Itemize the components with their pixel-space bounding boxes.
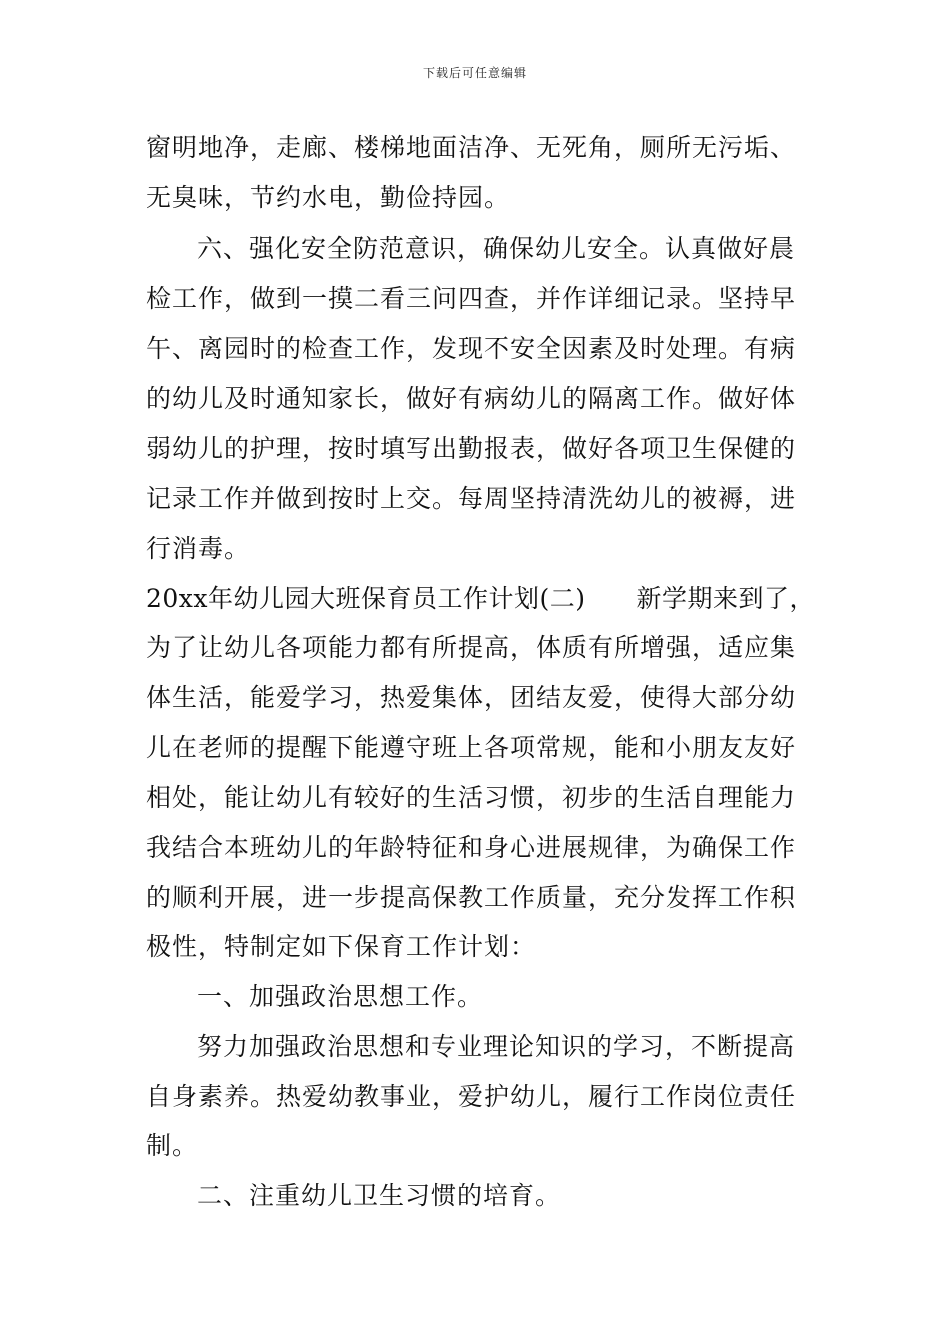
- text-line: 六、强化安全防范意识，确保幼儿安全。认真做好晨: [197, 234, 796, 263]
- text-line: 行消毒。: [146, 534, 251, 563]
- page-header: 下载后可任意编辑: [422, 66, 527, 80]
- text-line: 20xx年幼儿园大班保育员工作计划(二) 新学期来到了，: [146, 584, 816, 613]
- text-line: 努力加强政治思想和专业理论知识的学习，不断提高: [197, 1032, 796, 1061]
- text-line: 无臭味，节约水电，勤俭持园。: [146, 183, 511, 212]
- text-line: 体生活，能爱学习，热爱集体，团结友爱，使得大部分幼: [146, 683, 797, 712]
- text-line: 极性，特制定如下保育工作计划：: [146, 932, 537, 961]
- text-line: 我结合本班幼儿的年龄特征和身心进展规律，为确保工作: [146, 833, 797, 862]
- text-line: 的顺利开展，进一步提高保教工作质量，充分发挥工作积: [146, 883, 797, 912]
- text-line: 一、加强政治思想工作。: [197, 982, 484, 1011]
- text-line: 弱幼儿的护理，按时填写出勤报表，做好各项卫生保健的: [146, 434, 797, 463]
- text-line: 儿在老师的提醒下能遵守班上各项常规，能和小朋友友好: [146, 733, 797, 762]
- text-line: 检工作，做到一摸二看三问四查，并作详细记录。坚持早: [146, 284, 797, 313]
- text-line: 午、离园时的检查工作，发现不安全因素及时处理。有病: [146, 334, 797, 363]
- text-line: 记录工作并做到按时上交。每周坚持清洗幼儿的被褥，进: [146, 484, 797, 513]
- text-line: 二、注重幼儿卫生习惯的培育。: [197, 1181, 562, 1210]
- text-line: 的幼儿及时通知家长，做好有病幼儿的隔离工作。做好体: [146, 384, 797, 413]
- text-line: 制。: [146, 1131, 199, 1160]
- text-line: 窗明地净，走廊、楼梯地面洁净、无死角，厕所无污垢、: [146, 133, 797, 162]
- text-line: 自身素养。热爱幼教事业，爱护幼儿，履行工作岗位责任: [146, 1082, 797, 1111]
- text-line: 相处，能让幼儿有较好的生活习惯，初步的生活自理能力: [146, 783, 797, 812]
- text-line: 为了让幼儿各项能力都有所提高，体质有所增强，适应集: [146, 633, 797, 662]
